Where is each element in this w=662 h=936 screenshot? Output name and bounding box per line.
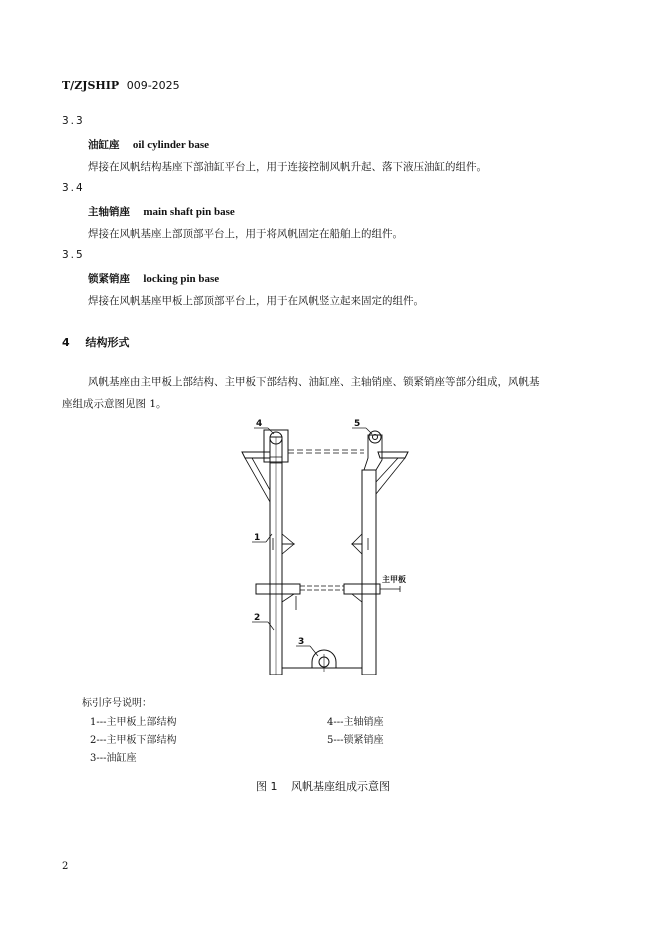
term-definition: 焊接在风帆结构基座下部油缸平台上，用于连接控制风帆升起、落下液压油缸的组件。 — [88, 161, 487, 173]
body-paragraph-line: 风帆基座由主甲板上部结构、主甲板下部结构、油缸座、主轴销座、锁紧销座等部分组成，风帆基 — [88, 376, 540, 388]
callout-1: 1 — [254, 533, 261, 543]
document-header — [62, 79, 180, 92]
term-definition: 焊接在风帆基座上部顶部平台上，用于将风帆固定在船舶上的组件。 — [88, 228, 403, 240]
chapter-number: 4 — [62, 336, 70, 349]
term-definition: 焊接在风帆基座甲板上部顶部平台上，用于在风帆竖立起来固定的组件。 — [88, 295, 424, 307]
standard-prefix: T/ZJSHIP — [62, 79, 120, 92]
legend-item: 4---主轴销座 — [327, 717, 384, 728]
term-heading — [88, 137, 209, 152]
standard-number: 009-2025 — [126, 79, 180, 92]
figure-title: 风帆基座组成示意图 — [291, 780, 390, 793]
term-chinese: 主轴销座 — [88, 206, 130, 218]
section-number: 3.3 — [62, 115, 85, 127]
callout-5: 5 — [354, 419, 361, 429]
term-english: locking pin base — [143, 273, 220, 285]
sail-base-diagram — [230, 410, 430, 675]
term-english: oil cylinder base — [132, 139, 210, 151]
figure-caption — [256, 778, 390, 794]
figure-label: 图 1 — [256, 780, 278, 793]
callout-2: 2 — [254, 613, 261, 623]
section-number: 3.4 — [62, 182, 85, 194]
callout-4: 4 — [256, 419, 263, 429]
legend-item: 1---主甲板上部结构 — [90, 717, 177, 728]
term-heading — [88, 271, 219, 286]
main-deck — [256, 584, 300, 594]
body-paragraph-line: 座组成示意图见图 1。 — [62, 398, 167, 410]
section-number: 3.5 — [62, 249, 85, 261]
term-english: main shaft pin base — [143, 206, 235, 218]
right-top-platform — [378, 452, 408, 458]
right-column — [362, 470, 376, 675]
legend-title: 标引序号说明： — [82, 698, 152, 709]
legend-item: 5---锁紧销座 — [327, 735, 384, 746]
callout-3: 3 — [298, 637, 305, 647]
term-chinese: 油缸座 — [88, 139, 120, 151]
page-number: 2 — [62, 861, 69, 872]
left-top-platform — [242, 452, 270, 458]
legend-item: 3---油缸座 — [90, 753, 137, 764]
deck-label: 主甲板 — [382, 575, 406, 584]
chapter-title: 结构形式 — [85, 336, 130, 349]
term-heading — [88, 204, 235, 219]
chapter-heading — [62, 334, 130, 350]
legend-item: 2---主甲板下部结构 — [90, 735, 177, 746]
term-chinese: 锁紧销座 — [88, 273, 130, 285]
